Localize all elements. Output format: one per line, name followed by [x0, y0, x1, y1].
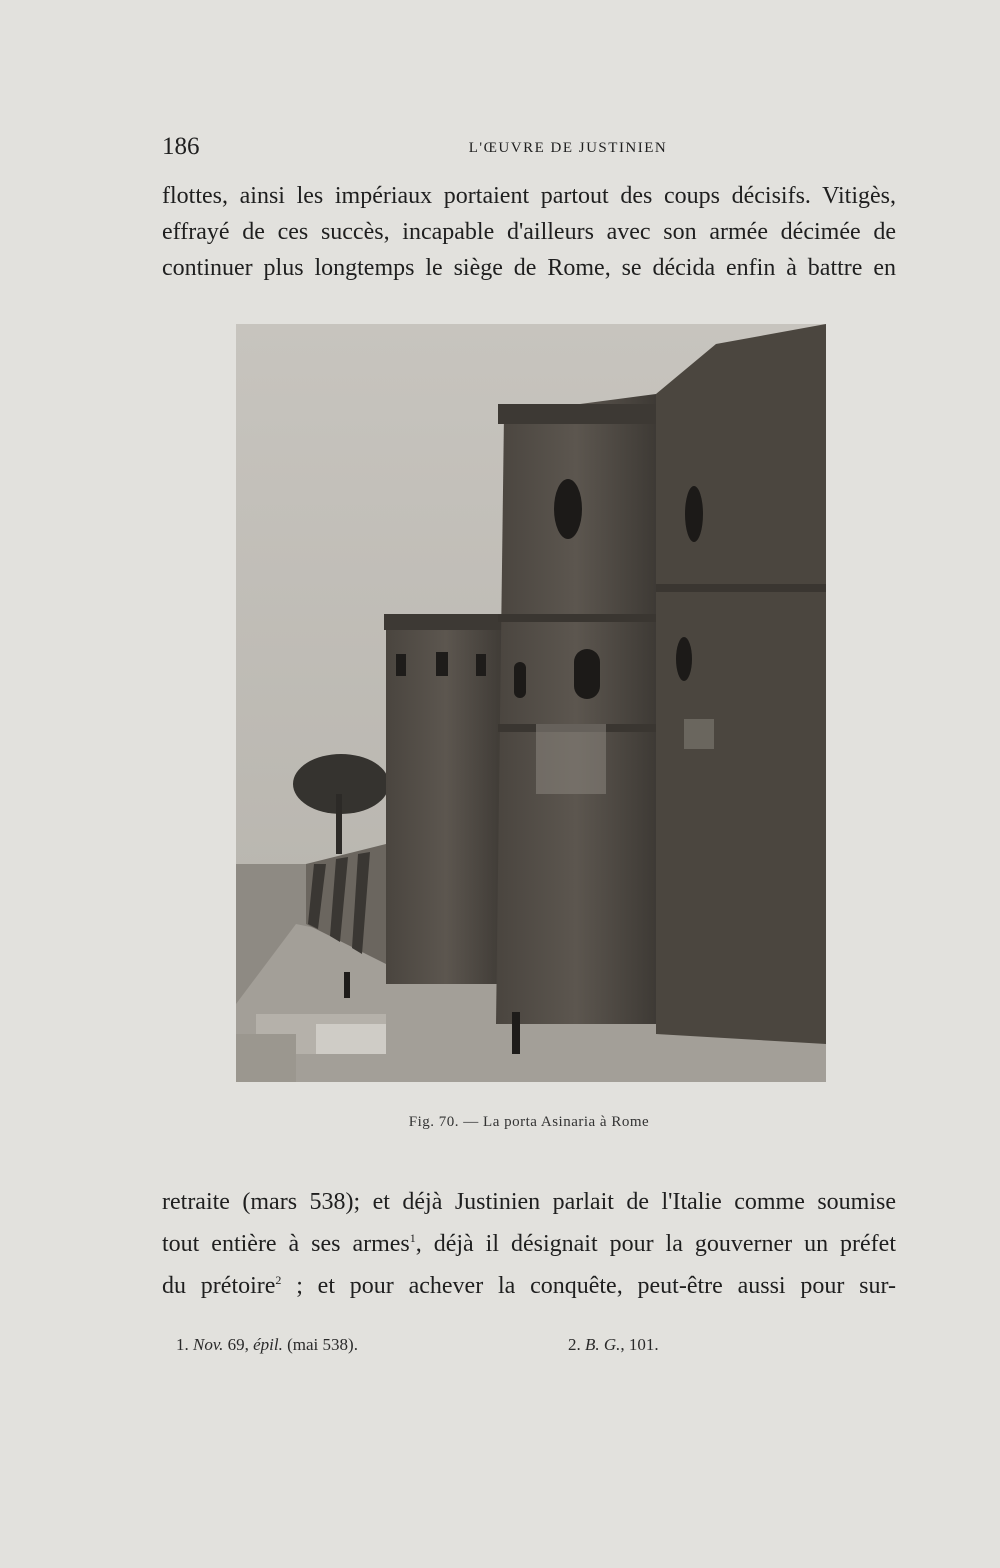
footnote-text: (mai 538). [282, 1335, 358, 1354]
text-segment: , déjà il désignait pour la gouverner un préfet [415, 1231, 896, 1257]
text-line: effrayé de ces succès, incapable d'ailleurs avec son armée décimée de [162, 219, 896, 245]
text-segment: du prétoire [162, 1273, 276, 1299]
footnote-number: 1. [176, 1335, 193, 1354]
text-segment: ; et pour achever la conquête, peut-être aussi pour sur- [281, 1273, 897, 1299]
footnote-ref: B. G. [585, 1335, 621, 1354]
footnote-text: 69, [223, 1335, 254, 1354]
running-title: L'ŒUVRE DE JUSTINIEN [468, 140, 668, 156]
paragraph-bottom [162, 1184, 896, 1304]
text-line [162, 1220, 896, 1262]
text-line: flottes, ainsi les impériaux portaient partout des coups décisifs. Vitigès, [162, 183, 896, 209]
footnote-2 [568, 1335, 659, 1355]
footnote-marker: 2 [275, 1273, 282, 1287]
footnote-ref: Nov. [193, 1335, 224, 1354]
text-line: continuer plus longtemps le siège de Rome, se décida enfin à battre en [162, 255, 896, 281]
text-segment: tout entière à ses armes [162, 1231, 410, 1257]
paragraph-top [162, 178, 896, 286]
text-line: retraite (mars 538); et déjà Justinien parlait de l'Italie comme soumise [162, 1189, 896, 1215]
figure-photo-porta-asinaria [236, 324, 826, 1082]
footnote-number: 2. [568, 1335, 585, 1354]
page-header [162, 133, 896, 163]
footnote-1 [176, 1335, 358, 1355]
page-number: 186 [162, 133, 200, 160]
footnote-ref: épil. [253, 1335, 283, 1354]
footnote-marker: 1 [409, 1231, 416, 1245]
footnote-text: , 101. [620, 1335, 659, 1354]
text-line [162, 1262, 896, 1304]
figure-caption: Fig. 70. — La porta Asinaria à Rome [408, 1114, 650, 1130]
